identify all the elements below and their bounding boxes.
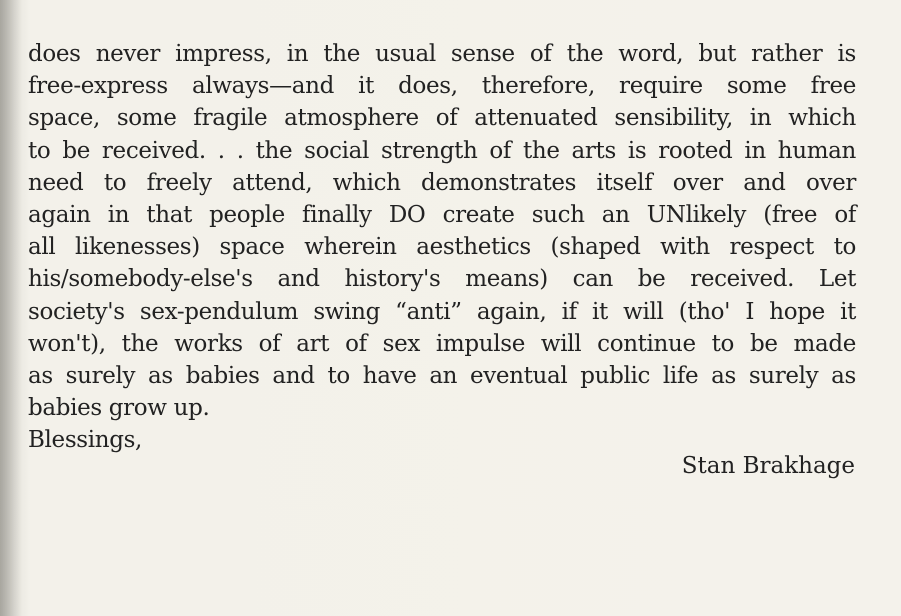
letter-line: society's sex-pendulum swing “anti” again, if it will (tho' I hope it bbox=[28, 298, 856, 325]
letter-line: as surely as babies and to have an eventual public life as surely as bbox=[28, 362, 856, 389]
binding-gutter-shadow bbox=[0, 0, 22, 616]
letter-line: free-express always—and it does, therefore, require some free bbox=[28, 73, 856, 100]
letter-closing: Blessings, bbox=[28, 427, 142, 454]
letter-line: won't), the works of art of sex impulse will continue to be made bbox=[28, 330, 856, 357]
letter-signature: Stan Brakhage bbox=[681, 453, 855, 479]
letter-line: to be received. . . the social strength of the arts is rooted in human bbox=[28, 137, 856, 164]
letter-line: all likenesses) space wherein aesthetics (shaped with respect to bbox=[28, 234, 856, 261]
letter-line: need to freely attend, which demonstrates itself over and over bbox=[28, 169, 856, 196]
letter-line: does never impress, in the usual sense of the word, but rather is bbox=[28, 41, 856, 67]
letter-line: babies grow up. bbox=[28, 395, 210, 422]
letter-line: his/somebody-else's and history's means) can be received. Let bbox=[28, 266, 856, 293]
letter-body bbox=[28, 38, 856, 456]
letter-line: space, some fragile atmosphere of attenuated sensibility, in which bbox=[28, 105, 856, 132]
letter-line: again in that people finally DO create such an UNlikely (free of bbox=[28, 201, 856, 228]
